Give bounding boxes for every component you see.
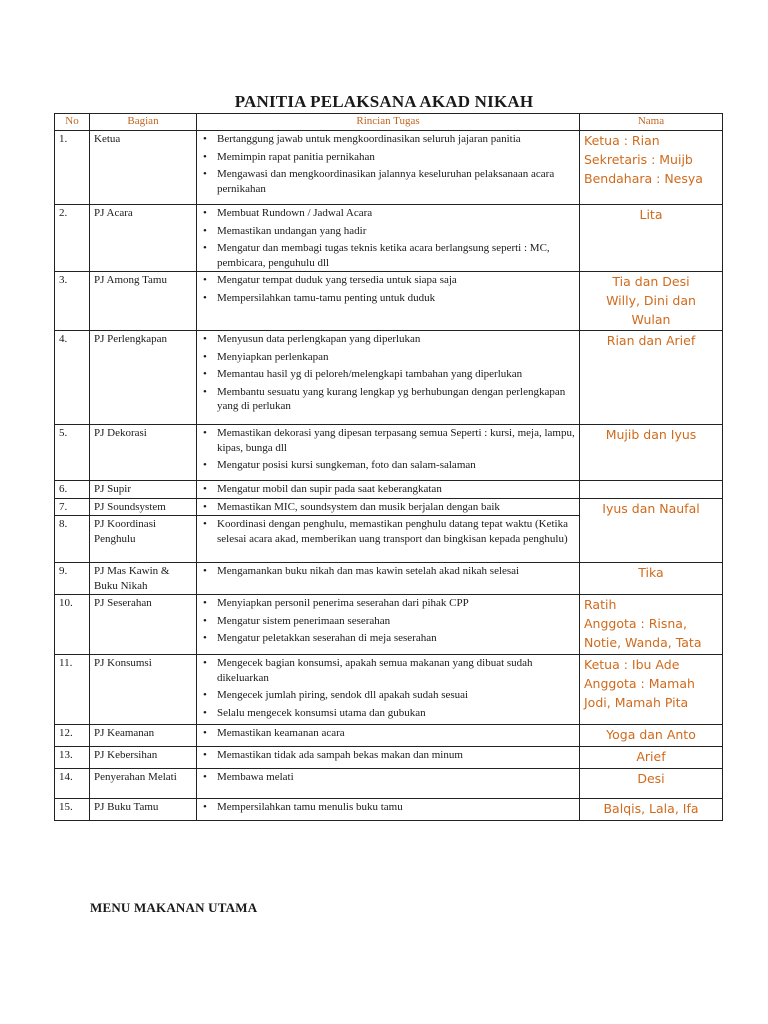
- table-row: [55, 769, 723, 799]
- task-list: [201, 132, 575, 196]
- task-item: • Menyiapkan personil penerima seserahan dari pihak CPP: [201, 596, 575, 611]
- name-line: Tika: [638, 565, 664, 581]
- task-item: • Memimpin rapat panitia pernikahan: [201, 150, 575, 165]
- task-list: [201, 564, 575, 579]
- row-tasks: [197, 799, 580, 821]
- row-number: 8.: [55, 516, 90, 563]
- table-row: [55, 481, 723, 499]
- row-part: Penyerahan Melati: [90, 769, 197, 799]
- name-line: Jodi, Mamah Pita: [584, 694, 689, 710]
- row-names: [580, 769, 723, 799]
- row-tasks: [197, 595, 580, 655]
- task-item: • Menyiapkan perlenkapan: [201, 350, 575, 365]
- task-list: [201, 332, 575, 414]
- name-line: Desi: [637, 771, 665, 787]
- task-list: [201, 206, 575, 270]
- row-names: [580, 655, 723, 725]
- table-row: [55, 595, 723, 655]
- task-item: • Bertanggung jawab untuk mengkoordinasikan seluruh jajaran panitia: [201, 132, 575, 147]
- row-part: PJ Buku Tamu: [90, 799, 197, 821]
- task-list: [201, 517, 575, 546]
- task-item: • Mengawasi dan mengkoordinasikan jalannya keseluruhan pelaksanaan acara pernikahan: [201, 167, 575, 196]
- task-list: [201, 656, 575, 720]
- row-number: 9.: [55, 563, 90, 595]
- row-tasks: [197, 131, 580, 205]
- row-part: PJ Perlengkapan: [90, 331, 197, 425]
- row-number: 6.: [55, 481, 90, 499]
- task-item: • Mengecek bagian konsumsi, apakah semua makanan yang dibuat sudah dikeluarkan: [201, 656, 575, 685]
- row-number: 5.: [55, 425, 90, 481]
- row-names: [580, 272, 723, 331]
- row-part: PJ Dekorasi: [90, 425, 197, 481]
- row-part: PJ Among Tamu: [90, 272, 197, 331]
- row-number: 7.: [55, 498, 90, 516]
- row-tasks: [197, 272, 580, 331]
- row-part: PJ Konsumsi: [90, 655, 197, 725]
- row-names: [580, 481, 723, 499]
- name-line: Anggota : Mamah: [584, 676, 695, 692]
- row-number: 13.: [55, 747, 90, 769]
- row-names: [580, 205, 723, 272]
- task-item: • Memastikan dekorasi yang dipesan terpasang semua Seperti : kursi, meja, lampu, kipas, bunga dll: [201, 426, 575, 455]
- table-header-row: [55, 114, 723, 131]
- row-names: [580, 498, 723, 563]
- name-line: Iyus dan Naufal: [602, 500, 700, 516]
- table-row: [55, 272, 723, 331]
- header-tasks: Rincian Tugas: [197, 114, 580, 131]
- task-item: • Mengatur posisi kursi sungkeman, foto dan salam-salaman: [201, 458, 575, 473]
- row-names: [580, 747, 723, 769]
- menu-heading: MENU MAKANAN UTAMA: [90, 900, 258, 915]
- page-title: PANITIA PELAKSANA AKAD NIKAH: [234, 92, 534, 111]
- row-names: [580, 425, 723, 481]
- task-item: • Memastikan MIC, soundsystem dan musik berjalan dengan baik: [201, 500, 575, 515]
- row-number: 14.: [55, 769, 90, 799]
- row-tasks: [197, 563, 580, 595]
- row-tasks: [197, 425, 580, 481]
- row-number: 10.: [55, 595, 90, 655]
- task-list: [201, 748, 575, 763]
- name-line: Arief: [636, 749, 666, 765]
- row-tasks: [197, 331, 580, 425]
- task-list: [201, 770, 575, 785]
- name-line: Lita: [639, 207, 663, 222]
- row-tasks: [197, 516, 580, 563]
- task-item: • Membantu sesuatu yang kurang lengkap yg berhubungan dengan perlengkapan yang di perlukan: [201, 385, 575, 414]
- name-line: Balqis, Lala, Ifa: [603, 801, 699, 817]
- committee-table: [54, 113, 723, 821]
- task-item: • Membawa melati: [201, 770, 575, 785]
- row-tasks: [197, 205, 580, 272]
- task-item: • Mengamankan buku nikah dan mas kawin setelah akad nikah selesai: [201, 564, 575, 579]
- header-names: Nama: [580, 114, 723, 131]
- row-number: 12.: [55, 725, 90, 747]
- table-row: [55, 725, 723, 747]
- row-tasks: [197, 769, 580, 799]
- task-item: • Membuat Rundown / Jadwal Acara: [201, 206, 575, 221]
- name-line: Willy, Dini dan: [606, 292, 696, 308]
- name-line: Bendahara : Nesya: [584, 170, 703, 186]
- row-part: Ketua: [90, 131, 197, 205]
- task-item: • Memantau hasil yg di peloreh/melengkapi tambahan yang diperlukan: [201, 367, 575, 382]
- task-item: • Mengatur sistem penerimaan seserahan: [201, 614, 575, 629]
- row-part: PJ Keamanan: [90, 725, 197, 747]
- name-line: Yoga dan Anto: [606, 727, 696, 743]
- task-item: • Mengatur tempat duduk yang tersedia untuk siapa saja: [201, 273, 575, 288]
- row-part: PJ Acara: [90, 205, 197, 272]
- header-part: Bagian: [90, 114, 197, 131]
- task-item: • Mempersilahkan tamu menulis buku tamu: [201, 800, 575, 815]
- row-part: PJ Seserahan: [90, 595, 197, 655]
- row-number: 15.: [55, 799, 90, 821]
- task-list: [201, 726, 575, 741]
- row-names: [580, 563, 723, 595]
- name-line: Rian dan Arief: [606, 333, 696, 349]
- name-line: Ketua : Rian: [584, 133, 660, 148]
- row-part: PJ Soundsystem: [90, 498, 197, 516]
- row-part: PJ Mas Kawin & Buku Nikah: [90, 563, 197, 595]
- task-item: • Mempersilahkan tamu-tamu penting untuk duduk: [201, 291, 575, 306]
- task-item: • Mengecek jumlah piring, sendok dll apakah sudah sesuai: [201, 688, 575, 703]
- row-tasks: [197, 498, 580, 516]
- name-line: Ratih: [584, 597, 617, 613]
- task-item: • Memastikan keamanan acara: [201, 726, 575, 741]
- task-list: [201, 596, 575, 646]
- row-names: [580, 799, 723, 821]
- name-line: Notie, Wanda, Tata: [584, 634, 702, 650]
- task-item: • Mengatur mobil dan supir pada saat keberangkatan: [201, 482, 575, 497]
- table-body: [55, 131, 723, 821]
- task-list: [201, 426, 575, 473]
- name-line: Sekretaris : Muijb: [584, 151, 693, 167]
- task-item: • Mengatur peletakkan seserahan di meja seserahan: [201, 631, 575, 646]
- row-number: 3.: [55, 272, 90, 331]
- name-line: Anggota : Risna,: [584, 616, 687, 632]
- row-names: [580, 595, 723, 655]
- task-item: • Memastikan tidak ada sampah bekas makan dan minum: [201, 748, 575, 763]
- row-tasks: [197, 655, 580, 725]
- row-tasks: [197, 481, 580, 499]
- row-part: PJ Kebersihan: [90, 747, 197, 769]
- row-number: 11.: [55, 655, 90, 725]
- row-number: 4.: [55, 331, 90, 425]
- table-row: [55, 205, 723, 272]
- task-item: • Menyusun data perlengkapan yang diperlukan: [201, 332, 575, 347]
- table-row: [55, 131, 723, 205]
- row-names: [580, 331, 723, 425]
- table-row: [55, 655, 723, 725]
- row-names: [580, 131, 723, 205]
- task-item: • Memastikan undangan yang hadir: [201, 224, 575, 239]
- table-row: [55, 799, 723, 821]
- table-row: [55, 563, 723, 595]
- table-row: [55, 498, 723, 516]
- task-item: • Selalu mengecek konsumsi utama dan gubukan: [201, 706, 575, 721]
- row-part: PJ Koordinasi Penghulu: [90, 516, 197, 563]
- task-list: [201, 482, 575, 497]
- task-item: • Koordinasi dengan penghulu, memastikan penghulu datang tepat waktu (Ketika selesai acara akad, memberikan uang transport dan bingkisan kepada penghulu): [201, 517, 575, 546]
- name-line: Wulan: [631, 311, 671, 327]
- row-number: 2.: [55, 205, 90, 272]
- header-no: No: [55, 114, 90, 131]
- name-line: Mujib dan Iyus: [605, 427, 697, 443]
- name-line: Ketua : Ibu Ade: [584, 657, 680, 673]
- row-number: 1.: [55, 131, 90, 205]
- row-names: [580, 725, 723, 747]
- table-row: [55, 747, 723, 769]
- row-tasks: [197, 725, 580, 747]
- row-tasks: [197, 747, 580, 769]
- table-row: [55, 425, 723, 481]
- task-list: [201, 500, 575, 515]
- row-part: PJ Supir: [90, 481, 197, 499]
- table-row: [55, 331, 723, 425]
- task-item: • Mengatur dan membagi tugas teknis ketika acara berlangsung seperti : MC, pembicara, penguhulu dll: [201, 241, 575, 270]
- task-list: [201, 800, 575, 815]
- task-list: [201, 273, 575, 305]
- name-line: Tia dan Desi: [612, 274, 690, 290]
